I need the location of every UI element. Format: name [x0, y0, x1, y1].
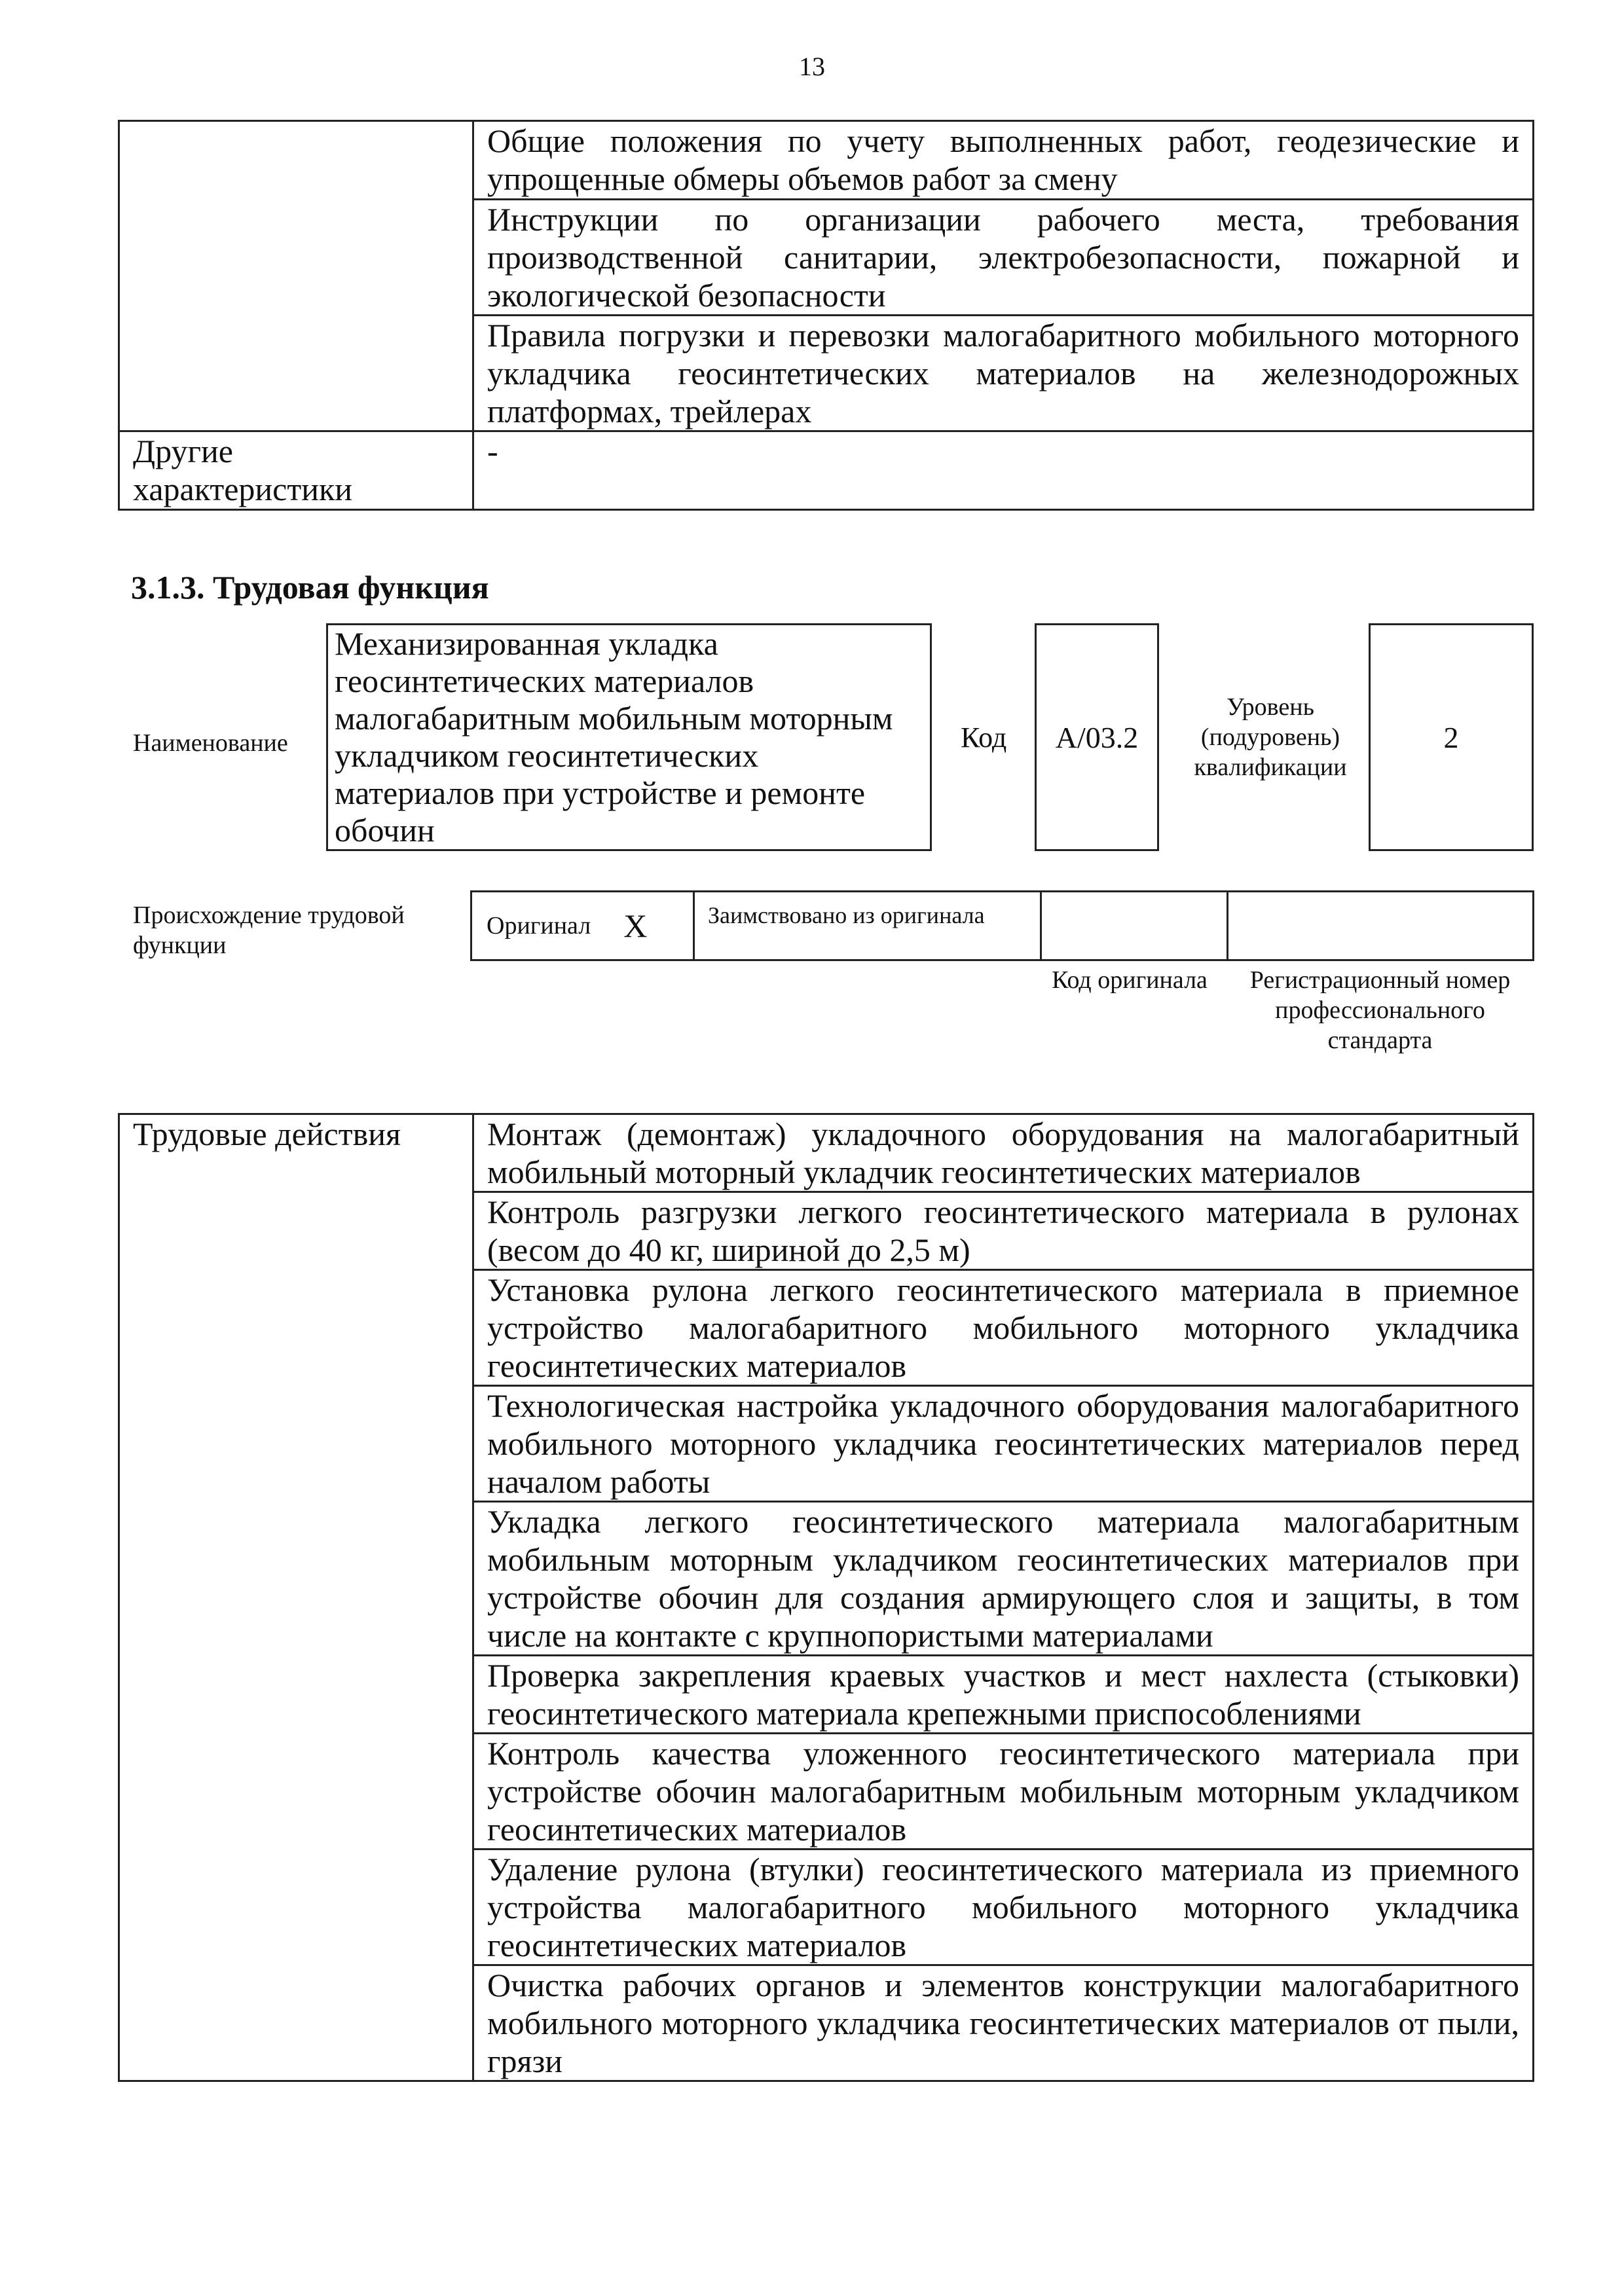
code-label: Код — [961, 721, 1007, 754]
name-label: Наименование — [133, 729, 288, 757]
action-item: Контроль разгрузки легкого геосинтетического материала в рулонах (весом до 40 кг, шириной до 2,5 м) — [473, 1192, 1534, 1270]
action-item: Проверка закрепления краевых участков и мест нахлеста (стыковки) геосинтетического материала крепежными приспособлениями — [473, 1656, 1534, 1734]
action-item: Контроль качества уложенного геосинтетического материала при устройстве обочин малогабаритным мобильным моторным укладчиком геосинтетических материалов — [473, 1734, 1534, 1850]
registration-caption: Регистрационный номер профессионального стандарта — [1249, 966, 1511, 1054]
labor-actions-table — [118, 1113, 1534, 2082]
knowledge-item: Правила погрузки и перевозки малогабаритного мобильного моторного укладчика геосинтетических материалов на железнодорожных платформах, трейлерах — [473, 316, 1534, 431]
level-label: Уровень (подуровень) квалификации — [1194, 693, 1347, 781]
table-row — [119, 1114, 1534, 1192]
function-name: Механизированная укладка геосинтетических материалов малогабаритным мобильным моторным укладчиком геосинтетических материалов при устройстве и ремонте обочин — [326, 623, 932, 851]
original-cell — [472, 892, 695, 959]
action-item: Установка рулона легкого геосинтетического материала в приемное устройство малогабаритного мобильного моторного укладчика геосинтетических материалов — [473, 1270, 1534, 1386]
other-characteristics-label: Другие характеристики — [119, 431, 473, 510]
origin-table — [470, 890, 1534, 961]
registration-number-cell — [1228, 892, 1532, 959]
borrowed-label: Заимствовано из оригинала — [695, 892, 1042, 959]
function-code: А/03.2 — [1035, 623, 1159, 851]
code-caption: Код оригинала — [1052, 966, 1208, 994]
qualification-level: 2 — [1369, 623, 1534, 851]
origin-label: Происхождение трудовой функции — [133, 902, 405, 959]
knowledge-item: Инструкции по организации рабочего места, требования производственной санитарии, электробезопасности, пожарной и экологической безопасности — [473, 200, 1534, 316]
empty-label-cell — [119, 121, 473, 431]
original-mark: X — [623, 907, 648, 944]
section-heading: 3.1.3. Трудовая функция — [131, 569, 489, 606]
knowledge-item: Общие положения по учету выполненных работ, геодезические и упрощенные обмеры объемов работ за смену — [473, 121, 1534, 200]
table-row — [119, 431, 1534, 510]
action-item: Очистка рабочих органов и элементов конструкции малогабаритного мобильного моторного укладчика геосинтетических материалов от пыли, грязи — [473, 1965, 1534, 2081]
action-item: Укладка легкого геосинтетического материала малогабаритным мобильным моторным укладчиком геосинтетических материалов при устройстве обочин для создания армирующего слоя и защиты, в том числе на контакте с крупнопористыми материалами — [473, 1502, 1534, 1656]
other-characteristics-value: - — [473, 431, 1534, 510]
page-number: 13 — [799, 52, 825, 81]
knowledge-continuation-table — [118, 120, 1534, 511]
table-row — [119, 121, 1534, 200]
original-code-cell — [1042, 892, 1228, 959]
action-item: Технологическая настройка укладочного оборудования малогабаритного мобильного моторного укладчика геосинтетических материалов перед началом работы — [473, 1386, 1534, 1502]
labor-actions-label: Трудовые действия — [119, 1114, 473, 2081]
action-item: Монтаж (демонтаж) укладочного оборудования на малогабаритный мобильный моторный укладчик геосинтетических материалов — [473, 1114, 1534, 1192]
action-item: Удаление рулона (втулки) геосинтетического материала из приемного устройства малогабаритного мобильного моторного укладчика геосинтетических материалов — [473, 1850, 1534, 1965]
original-label: Оригинал — [487, 912, 591, 939]
